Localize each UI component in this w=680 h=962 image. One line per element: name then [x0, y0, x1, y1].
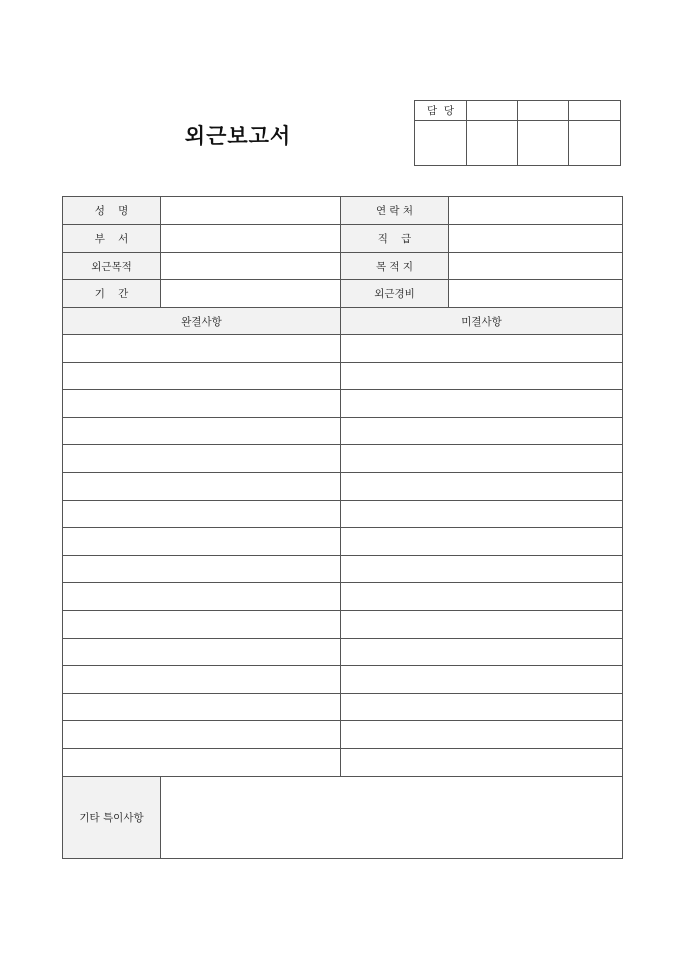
contact-label: 연 락 처	[341, 197, 449, 225]
info-row-purpose	[63, 253, 623, 280]
dept-field[interactable]	[161, 225, 341, 253]
completed-header: 완결사항	[63, 308, 341, 335]
table-row	[63, 583, 623, 611]
table-row	[63, 417, 623, 445]
pending-cell[interactable]	[341, 362, 623, 390]
completed-cell[interactable]	[63, 721, 341, 749]
approval-sign-slot[interactable]	[467, 121, 518, 166]
completed-cell[interactable]	[63, 638, 341, 666]
expense-label: 외근경비	[341, 280, 449, 308]
completed-cell[interactable]	[63, 445, 341, 473]
completed-cell[interactable]	[63, 610, 341, 638]
period-label: 기 간	[63, 280, 161, 308]
completed-cell[interactable]	[63, 693, 341, 721]
pending-cell[interactable]	[341, 638, 623, 666]
pending-cell[interactable]	[341, 721, 623, 749]
purpose-label: 외근목적	[63, 253, 161, 280]
table-row	[63, 693, 623, 721]
table-row	[63, 362, 623, 390]
destination-label: 목 적 지	[341, 253, 449, 280]
name-label: 성 명	[63, 197, 161, 225]
purpose-field[interactable]	[161, 253, 341, 280]
report-form	[62, 196, 623, 859]
table-row	[63, 335, 623, 363]
table-row	[63, 500, 623, 528]
approval-header-slot	[569, 101, 621, 121]
pending-cell[interactable]	[341, 390, 623, 418]
pending-cell[interactable]	[341, 335, 623, 363]
contact-field[interactable]	[449, 197, 623, 225]
period-field[interactable]	[161, 280, 341, 308]
approval-box	[414, 100, 621, 166]
name-field[interactable]	[161, 197, 341, 225]
dept-label: 부 서	[63, 225, 161, 253]
pending-cell[interactable]	[341, 583, 623, 611]
approval-sign-slot[interactable]	[569, 121, 621, 166]
remarks-field[interactable]	[161, 776, 623, 858]
table-row	[63, 666, 623, 694]
position-field[interactable]	[449, 225, 623, 253]
pending-cell[interactable]	[341, 472, 623, 500]
completed-cell[interactable]	[63, 500, 341, 528]
table-row	[63, 748, 623, 776]
pending-cell[interactable]	[341, 555, 623, 583]
completed-cell[interactable]	[63, 335, 341, 363]
table-row	[63, 445, 623, 473]
table-row	[63, 610, 623, 638]
completed-cell[interactable]	[63, 528, 341, 556]
completed-cell[interactable]	[63, 390, 341, 418]
destination-field[interactable]	[449, 253, 623, 280]
pending-cell[interactable]	[341, 693, 623, 721]
position-label: 직 급	[341, 225, 449, 253]
pending-cell[interactable]	[341, 610, 623, 638]
approval-header-slot	[467, 101, 518, 121]
info-row-name	[63, 197, 623, 225]
table-row	[63, 528, 623, 556]
completed-cell[interactable]	[63, 748, 341, 776]
document-title: 외근보고서	[184, 124, 292, 148]
pending-header: 미결사항	[341, 308, 623, 335]
items-header-row	[63, 308, 623, 335]
approval-header-slot	[518, 101, 569, 121]
completed-cell[interactable]	[63, 666, 341, 694]
remarks-row	[63, 776, 623, 858]
pending-cell[interactable]	[341, 528, 623, 556]
table-row	[63, 638, 623, 666]
completed-cell[interactable]	[63, 417, 341, 445]
approval-sign-slot[interactable]	[518, 121, 569, 166]
table-row	[63, 472, 623, 500]
info-row-dept	[63, 225, 623, 253]
approval-label: 담 당	[415, 101, 467, 121]
table-row	[63, 390, 623, 418]
completed-cell[interactable]	[63, 583, 341, 611]
table-row	[63, 555, 623, 583]
pending-cell[interactable]	[341, 445, 623, 473]
completed-cell[interactable]	[63, 472, 341, 500]
table-row	[63, 721, 623, 749]
pending-cell[interactable]	[341, 417, 623, 445]
pending-cell[interactable]	[341, 500, 623, 528]
approval-sign-slot[interactable]	[415, 121, 467, 166]
expense-field[interactable]	[449, 280, 623, 308]
completed-cell[interactable]	[63, 362, 341, 390]
pending-cell[interactable]	[341, 666, 623, 694]
remarks-label: 기타 특이사항	[63, 776, 161, 858]
completed-cell[interactable]	[63, 555, 341, 583]
pending-cell[interactable]	[341, 748, 623, 776]
info-row-period	[63, 280, 623, 308]
